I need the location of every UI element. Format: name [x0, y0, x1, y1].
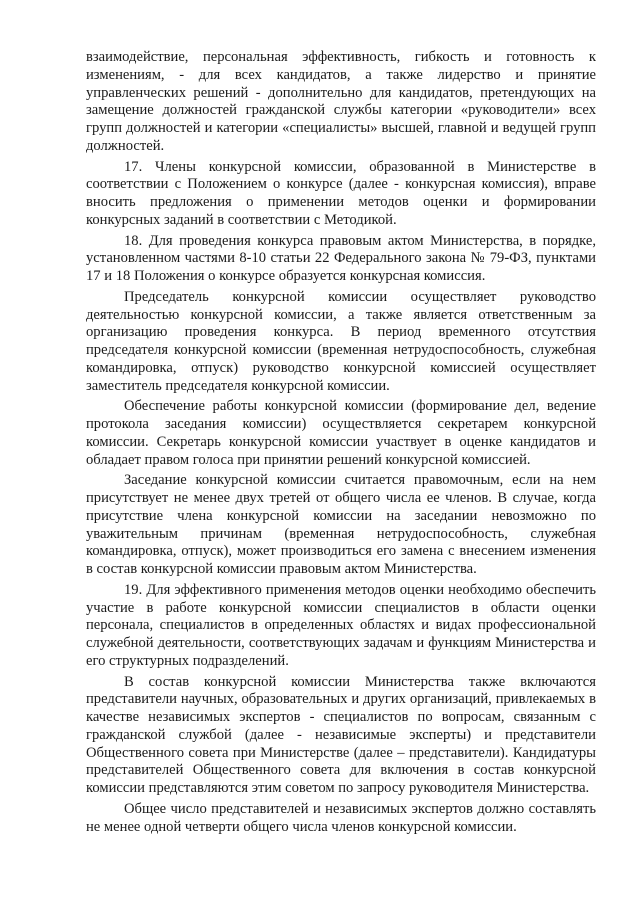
- paragraph-19-composition: В состав конкурсной комиссии Министерства также включаются представители научных, образовательных и других организаций, привлекаемых в качестве независимых экспертов - специалистов по вопросам, связанным с гражданской службой (далее - независимые эксперты) и представители Общественного совета при Министерстве (далее – представители). Кандидатуры представителей Общественного совета для включения в состав конкурсной комиссии представляются этим советом по запросу руководителя Министерства.: [86, 673, 596, 796]
- paragraph-17: 17. Члены конкурсной комиссии, образованной в Министерстве в соответствии с Положением о конкурсе (далее - конкурсная комиссия), вправе вносить предложения о применении методов оценки и формировании конкурсных заданий в соответствии с Методикой.: [86, 158, 596, 228]
- document-page: [86, 49, 596, 839]
- paragraph-continuation: взаимодействие, персональная эффективность, гибкость и готовность к изменениям, - для всех кандидатов, а также лидерство и принятие управленческих решений - дополнительно для кандидатов, претендующих на замещение должностей гражданской службы категории «руководители» всех групп должностей и категории «специалисты» высшей, главной и ведущей групп должностей.: [86, 49, 596, 154]
- paragraph-18-secretary: Обеспечение работы конкурсной комиссии (формирование дел, ведение протокола заседания комиссии) осуществляется секретарем конкурсной комиссии. Секретарь конкурсной комиссии участвует в оценке кандидатов и обладает правом голоса при принятии решений конкурсной комиссией.: [86, 398, 596, 468]
- paragraph-18-quorum: Заседание конкурсной комиссии считается правомочным, если на нем присутствует не менее двух третей от общего числа ее членов. В случае, когда присутствие члена конкурсной комиссии на заседании невозможно по уважительным причинам (временная нетрудоспособность, служебная командировка, отпуск), может производиться его замена с внесением изменения в состав конкурсной комиссии правовым актом Министерства.: [86, 472, 596, 577]
- paragraph-18-chairman: Председатель конкурсной комиссии осуществляет руководство деятельностью конкурсной комиссии, а также является ответственным за организацию проведения конкурса. В период временного отсутствия председателя конкурсной комиссии (временная нетрудоспособность, служебная командировка, отпуск) руководство конкурсной комиссией осуществляет заместитель председателя конкурсной комиссии.: [86, 288, 596, 394]
- paragraph-19: 19. Для эффективного применения методов оценки необходимо обеспечить участие в работе конкурсной комиссии специалистов в области оценки персонала, специалистов в определенных областях и видах профессиональной служебной деятельности, соответствующих задачам и функциям Министерства и его структурных подразделений.: [86, 581, 596, 669]
- paragraph-18: 18. Для проведения конкурса правовым актом Министерства, в порядке, установленном частями 8-10 статьи 22 Федерального закона № 79-ФЗ, пунктами 17 и 18 Положения о конкурсе образуется конкурсная комиссия.: [86, 232, 596, 284]
- paragraph-19-quota: Общее число представителей и независимых экспертов должно составлять не менее одной четверти общего числа членов конкурсной комиссии.: [86, 800, 596, 835]
